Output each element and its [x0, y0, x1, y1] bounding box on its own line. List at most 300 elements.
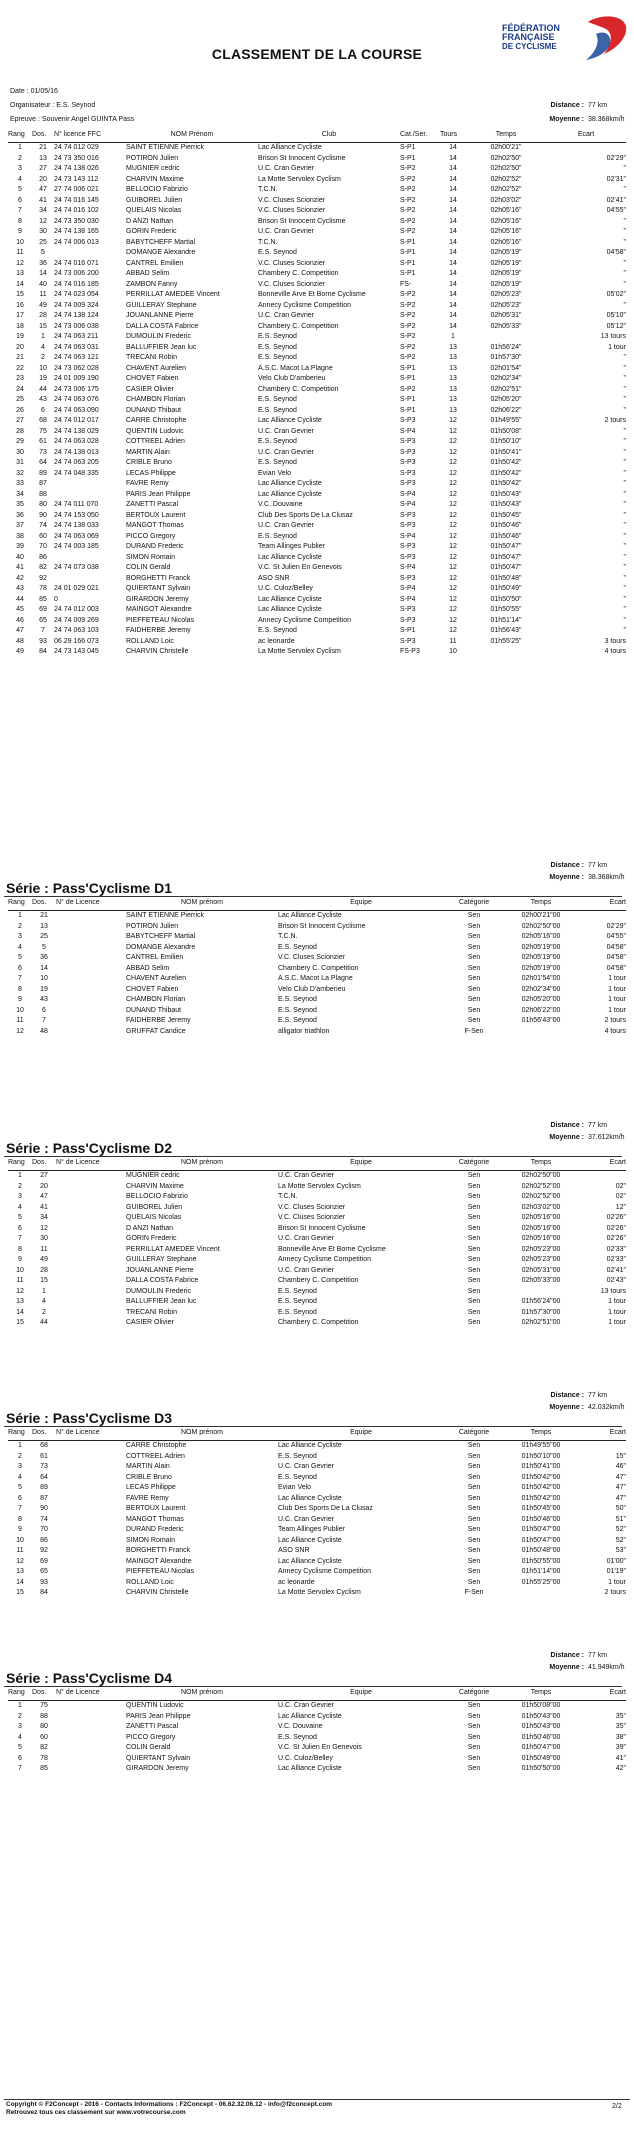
- table-cell: ASO SNR: [278, 1547, 310, 1555]
- table-cell: Sen: [467, 1505, 481, 1513]
- table-cell: ": [623, 364, 626, 372]
- table-cell: 01h57'30"00: [521, 1308, 561, 1316]
- table-cell: [56, 1287, 126, 1298]
- table-cell: 7: [18, 1235, 22, 1243]
- table-cell: 37: [16, 522, 24, 530]
- table-cell: 01h50'48"00: [521, 1547, 561, 1555]
- table-cell: 90: [39, 511, 47, 519]
- table-cell: 47": [615, 1484, 626, 1492]
- table-row: [8, 206, 626, 217]
- table-cell: 12: [449, 427, 457, 435]
- col-nom: NOM Prénom: [126, 130, 258, 143]
- table-cell: 6: [18, 964, 22, 972]
- table-row: [8, 995, 626, 1006]
- series-col-header: Ecart: [578, 898, 626, 911]
- table-cell: BALLUFFIER Jean luc: [126, 343, 197, 351]
- table-cell: E.S. Seynod: [258, 459, 297, 467]
- series-average-value: 37.612km/h: [588, 1134, 625, 1141]
- col-cat: Cat./Ser.: [400, 130, 440, 143]
- table-cell: V.C. Douvaine: [258, 501, 303, 509]
- table-cell: 68: [40, 1442, 48, 1450]
- table-cell: 19: [39, 375, 47, 383]
- table-cell: 3 tours: [604, 637, 626, 645]
- series-distance: [536, 862, 607, 869]
- table-cell: 2: [42, 1308, 46, 1316]
- table-cell: 78: [39, 585, 47, 593]
- table-cell: [56, 1764, 126, 1775]
- table-cell: S-P3: [400, 543, 416, 551]
- table-cell: 24 74 138 029: [54, 427, 99, 435]
- col-licence: N° licence FFC: [54, 130, 126, 143]
- table-cell: 24 74 009 269: [54, 616, 99, 624]
- table-cell: 12: [449, 564, 457, 572]
- table-cell: 85: [40, 1765, 48, 1773]
- table-cell: [56, 1224, 126, 1235]
- table-cell: DALLA COSTA Fabrice: [126, 1277, 199, 1285]
- table-cell: [466, 332, 546, 343]
- col-tours: Tours: [440, 130, 466, 143]
- table-cell: GORIN Frederic: [126, 1235, 177, 1243]
- table-cell: ": [623, 259, 626, 267]
- table-cell: [56, 1203, 126, 1214]
- table-cell: 11: [16, 1017, 24, 1025]
- table-cell: 82: [39, 564, 47, 572]
- table-cell: 27 74 006 021: [54, 186, 99, 194]
- page-number: 2/2: [612, 2103, 622, 2110]
- table-cell: 46": [615, 1463, 626, 1471]
- table-cell: Sen: [467, 1017, 481, 1025]
- table-cell: PARIS Jean Philippe: [126, 490, 191, 498]
- table-cell: 51": [615, 1515, 626, 1523]
- table-cell: CHAMBON Florian: [126, 396, 186, 404]
- table-cell: PARIS Jean Philippe: [126, 1712, 191, 1720]
- table-cell: CARRE Christophe: [126, 417, 187, 425]
- table-cell: 02h02'34": [490, 375, 522, 383]
- table-cell: 14: [40, 964, 48, 972]
- table-cell: 24 74 012 017: [54, 417, 99, 425]
- table-cell: 5: [18, 1214, 22, 1222]
- table-cell: 42": [615, 1765, 626, 1773]
- table-cell: S-P2: [400, 333, 416, 341]
- table-cell: CANTREL Emilien: [126, 954, 184, 962]
- table-cell: 14: [449, 301, 457, 309]
- table-cell: 02": [615, 1193, 626, 1201]
- table-cell: 1: [18, 1442, 22, 1450]
- table-cell: [56, 1588, 126, 1599]
- table-cell: Lac Alliance Cycliste: [258, 144, 322, 152]
- table-cell: 86: [40, 1536, 48, 1544]
- table-row: [8, 1504, 626, 1515]
- table-cell: [56, 953, 126, 964]
- series-average: [536, 874, 625, 881]
- race-date: Date : 01/05/16: [10, 88, 58, 95]
- table-cell: 01h56'43": [490, 627, 522, 635]
- table-cell: U.C. Cran Gevrier: [258, 165, 315, 173]
- table-cell: 42: [16, 574, 24, 582]
- series-table-header: [8, 1428, 626, 1441]
- series-distance-label: Distance :: [550, 862, 584, 869]
- table-cell: 75: [40, 1702, 48, 1710]
- table-cell: 8: [18, 217, 22, 225]
- table-cell: [56, 985, 126, 996]
- table-cell: 14: [449, 175, 457, 183]
- series-table-header: [8, 1688, 626, 1701]
- series-table-header: [8, 1158, 626, 1171]
- table-cell: 34: [40, 1214, 48, 1222]
- table-row: [8, 395, 626, 406]
- table-cell: 13: [16, 1568, 24, 1576]
- table-cell: FS-P3: [400, 648, 420, 656]
- table-cell: 27: [40, 1172, 48, 1180]
- table-cell: 84: [39, 648, 47, 656]
- table-row: [8, 1525, 626, 1536]
- table-cell: 19: [40, 985, 48, 993]
- table-cell: 01h55'25": [490, 637, 522, 645]
- table-cell: 24 01 029 021: [54, 585, 99, 593]
- table-cell: 64: [40, 1473, 48, 1481]
- table-cell: 02h05'20": [490, 396, 522, 404]
- table-cell: S-P2: [400, 228, 416, 236]
- table-cell: 14: [449, 207, 457, 215]
- table-cell: ": [623, 490, 626, 498]
- table-cell: 29: [16, 438, 24, 446]
- table-cell: 15: [39, 322, 47, 330]
- table-cell: U.C. Cran Gevrier: [258, 228, 315, 236]
- table-cell: 1 tour: [608, 996, 626, 1004]
- table-cell: 02'31": [606, 175, 626, 183]
- table-cell: 01h49'55"00: [521, 1442, 561, 1450]
- table-cell: S-P2: [400, 291, 416, 299]
- table-cell: ROLLAND Loic: [126, 637, 174, 645]
- table-cell: 60: [40, 1733, 48, 1741]
- table-cell: Sen: [467, 1578, 481, 1586]
- table-cell: BERTOUX Laurent: [126, 511, 186, 519]
- table-cell: 28: [16, 427, 24, 435]
- table-cell: 28: [40, 1266, 48, 1274]
- table-cell: 14: [449, 196, 457, 204]
- table-cell: 43: [39, 396, 47, 404]
- table-cell: 6: [18, 196, 22, 204]
- table-cell: ": [623, 301, 626, 309]
- table-cell: [56, 1567, 126, 1578]
- series-col-header: N° de Licence: [56, 1158, 126, 1171]
- series-average-label: Moyenne :: [549, 874, 584, 881]
- table-cell: 49: [40, 1256, 48, 1264]
- table-cell: 01h50'42"00: [521, 1484, 561, 1492]
- table-cell: [56, 922, 126, 933]
- table-cell: [56, 1441, 126, 1452]
- table-cell: Brison St Innocent Cyclisme: [278, 1224, 366, 1232]
- table-row: [8, 490, 626, 501]
- table-cell: 15: [16, 1589, 24, 1597]
- table-cell: La Motte Servolex Cyclism: [258, 175, 341, 183]
- table-cell: 15: [16, 1319, 24, 1327]
- table-row: [8, 1754, 626, 1765]
- table-cell: GIRARDON Jeremy: [126, 1765, 189, 1773]
- table-cell: 01h50'46"00: [521, 1733, 561, 1741]
- table-cell: S-P1: [400, 154, 416, 162]
- table-cell: 02h02'51": [490, 385, 522, 393]
- table-cell: 02h05'23"00: [521, 1245, 561, 1253]
- col-club: Club: [258, 130, 400, 143]
- table-cell: 14: [449, 270, 457, 278]
- table-cell: 01h49'55": [490, 417, 522, 425]
- table-cell: ": [623, 564, 626, 572]
- table-cell: Sen: [467, 1193, 481, 1201]
- table-cell: Lac Alliance Cycliste: [278, 1442, 342, 1450]
- table-cell: U.C. Cran Gevrier: [258, 448, 315, 456]
- table-cell: 32: [16, 469, 24, 477]
- table-cell: Lac Alliance Cycliste: [258, 480, 322, 488]
- series-distance-value: 77 km: [588, 862, 608, 869]
- table-row: [8, 1266, 626, 1277]
- table-cell: 02'29": [606, 922, 626, 930]
- table-cell: COTTREEL Adrien: [126, 438, 185, 446]
- table-cell: 23: [16, 375, 24, 383]
- table-cell: F-Sen: [464, 1027, 484, 1035]
- table-cell: 04'58": [606, 249, 626, 257]
- main-table-body: [8, 143, 626, 658]
- table-cell: ": [623, 280, 626, 288]
- table-cell: FAVRE Remy: [126, 1494, 169, 1502]
- table-cell: CARRE Christophe: [126, 1442, 187, 1450]
- table-cell: 86: [39, 553, 47, 561]
- table-cell: 14: [449, 322, 457, 330]
- table-cell: ": [623, 385, 626, 393]
- series-average-label: Moyenne :: [549, 1664, 584, 1671]
- table-row: [8, 437, 626, 448]
- table-cell: 25: [40, 933, 48, 941]
- table-cell: COLIN Gerald: [126, 564, 171, 572]
- table-cell: 1 tour: [608, 1578, 626, 1586]
- table-row: [8, 1722, 626, 1733]
- table-cell: [56, 1245, 126, 1256]
- table-cell: [56, 1483, 126, 1494]
- table-cell: Sen: [467, 1182, 481, 1190]
- table-cell: SAINT ETIENNE Pierrick: [126, 144, 205, 152]
- table-cell: E.S. Seynod: [278, 1308, 317, 1316]
- table-cell: ": [623, 270, 626, 278]
- table-cell: E.S. Seynod: [278, 996, 317, 1004]
- table-cell: DALLA COSTA Fabrice: [126, 322, 199, 330]
- table-row: [8, 1588, 626, 1599]
- table-row: [8, 469, 626, 480]
- table-cell: ": [623, 606, 626, 614]
- table-cell: 24 01 009 190: [54, 375, 99, 383]
- table-cell: 1 tour: [608, 1308, 626, 1316]
- table-cell: 11: [39, 291, 47, 299]
- table-cell: 4: [18, 175, 22, 183]
- table-cell: 02h02'52": [490, 175, 522, 183]
- table-cell: U.C. Cran Gevrier: [258, 427, 315, 435]
- table-cell: [54, 490, 126, 501]
- table-cell: 06 29 166 073: [54, 637, 99, 645]
- table-cell: 47: [40, 1193, 48, 1201]
- table-cell: [56, 1494, 126, 1505]
- table-cell: [56, 1733, 126, 1744]
- series-col-header: Equipe: [278, 1158, 444, 1171]
- table-cell: U.C. Cran Gevrier: [258, 312, 315, 320]
- table-row: [8, 1276, 626, 1287]
- series-col-header: Catégorie: [444, 1688, 504, 1701]
- table-row: [8, 1182, 626, 1193]
- table-cell: 27: [16, 417, 24, 425]
- table-cell: 5: [18, 1744, 22, 1752]
- series-col-header: Ecart: [578, 1158, 626, 1171]
- table-cell: Sen: [467, 1298, 481, 1306]
- table-cell: Velo Club D'amberieu: [278, 985, 346, 993]
- table-row: [8, 1567, 626, 1578]
- table-cell: 84: [40, 1589, 48, 1597]
- series-distance-value: 77 km: [588, 1392, 608, 1399]
- table-cell: 9: [18, 996, 22, 1004]
- table-cell: S-P4: [400, 490, 416, 498]
- table-cell: 11: [449, 637, 457, 645]
- table-cell: ": [623, 427, 626, 435]
- footer-website: Retrouvez tous ces classement sur www.votrecourse.com: [6, 2109, 186, 2116]
- table-cell: 13: [449, 364, 457, 372]
- table-cell: 75: [39, 427, 47, 435]
- table-cell: 39": [615, 1744, 626, 1752]
- table-cell: 48: [40, 1027, 48, 1035]
- series-table-header: [8, 898, 626, 911]
- series-average: [536, 1134, 625, 1141]
- table-cell: S-P3: [400, 553, 416, 561]
- table-cell: Sen: [467, 1287, 481, 1295]
- table-cell: POTIRON Julien: [126, 154, 179, 162]
- table-cell: 24 74 016 145: [54, 196, 99, 204]
- table-cell: 24 74 009 324: [54, 301, 99, 309]
- table-cell: ac leonarde: [278, 1578, 315, 1586]
- table-cell: 87: [40, 1494, 48, 1502]
- table-cell: Sen: [467, 1266, 481, 1274]
- table-cell: V.C. Douvaine: [278, 1723, 323, 1731]
- table-row: [8, 553, 626, 564]
- series-average-value: 38.368km/h: [588, 874, 625, 881]
- table-cell: T.C.N.: [258, 238, 278, 246]
- table-cell: 24 74 016 102: [54, 207, 99, 215]
- series-results-table: [8, 1158, 626, 1329]
- table-cell: 15: [16, 291, 24, 299]
- table-cell: [54, 574, 126, 585]
- table-cell: 01h50'10"00: [521, 1452, 561, 1460]
- table-cell: Sen: [467, 1224, 481, 1232]
- table-cell: 4: [18, 1733, 22, 1741]
- table-cell: S-P1: [400, 238, 416, 246]
- table-cell: Sen: [467, 954, 481, 962]
- table-cell: 14: [16, 1308, 24, 1316]
- series-col-header: Temps: [504, 1158, 578, 1171]
- table-cell: [56, 1318, 126, 1329]
- table-cell: [504, 1027, 578, 1038]
- table-row: [8, 343, 626, 354]
- table-cell: Club Des Sports De La Clusaz: [278, 1505, 373, 1513]
- table-row: [8, 1287, 626, 1298]
- table-cell: [466, 647, 546, 658]
- table-row: [8, 1297, 626, 1308]
- series-col-header: Temps: [504, 898, 578, 911]
- table-cell: Lac Alliance Cycliste: [278, 1494, 342, 1502]
- table-cell: 01h50'41"00: [521, 1463, 561, 1471]
- table-cell: COLIN Gerald: [126, 1744, 171, 1752]
- table-cell: 02h02'52"00: [521, 1182, 561, 1190]
- table-cell: S-P1: [400, 396, 416, 404]
- table-cell: 1 tour: [608, 1319, 626, 1327]
- table-cell: 22: [16, 364, 24, 372]
- table-cell: S-P2: [400, 343, 416, 351]
- table-cell: 88: [39, 490, 47, 498]
- table-cell: CHARVIN Christelle: [126, 1589, 189, 1597]
- table-cell: 01h50'47"00: [521, 1744, 561, 1752]
- table-cell: 24 73 143 045: [54, 648, 99, 656]
- table-cell: 38": [615, 1733, 626, 1741]
- series-col-header: N° de Licence: [56, 1688, 126, 1701]
- table-cell: 24 74 048 335: [54, 469, 99, 477]
- table-cell: V.C. St Julien En Genevois: [278, 1744, 362, 1752]
- table-cell: Chambery C. Competition: [258, 322, 339, 330]
- table-cell: S-P3: [400, 417, 416, 425]
- table-cell: SIMON Romain: [126, 1536, 176, 1544]
- table-cell: ": [623, 616, 626, 624]
- table-row: [8, 353, 626, 364]
- table-cell: U.C. Culoz/Belley: [258, 585, 313, 593]
- table-cell: 02'29": [606, 154, 626, 162]
- table-cell: 01h50'50"00: [521, 1765, 561, 1773]
- table-cell: [56, 1536, 126, 1547]
- table-cell: [56, 1743, 126, 1754]
- table-cell: 04'58": [606, 964, 626, 972]
- table-cell: V.C. Cluses Scionzier: [258, 196, 326, 204]
- table-cell: 24 74 153 050: [54, 511, 99, 519]
- table-cell: 12: [449, 511, 457, 519]
- table-cell: [56, 932, 126, 943]
- table-cell: 02h05'19": [490, 249, 522, 257]
- table-cell: BELLOCIO Fabrizio: [126, 186, 188, 194]
- table-cell: 02h05'33": [490, 322, 522, 330]
- table-cell: D ANZI Nathan: [126, 1224, 174, 1232]
- table-cell: 24 74 063 103: [54, 627, 99, 635]
- table-row: [8, 290, 626, 301]
- table-cell: Sen: [467, 1203, 481, 1211]
- series-col-header: NOM prénom: [126, 1158, 278, 1171]
- table-row: [8, 1483, 626, 1494]
- table-cell: 21: [40, 912, 48, 920]
- table-cell: 35": [615, 1712, 626, 1720]
- table-cell: JOUANLANNE Pierre: [126, 312, 194, 320]
- table-cell: 02h05'19": [490, 259, 522, 267]
- table-cell: 14: [449, 259, 457, 267]
- table-cell: 02h01'54": [490, 364, 522, 372]
- series-distance: [536, 1122, 607, 1129]
- table-cell: 24 74 073 038: [54, 564, 99, 572]
- table-cell: ASO SNR: [258, 574, 290, 582]
- series-col-header: NOM prénom: [126, 1428, 278, 1441]
- table-cell: SIMON Romain: [126, 553, 176, 561]
- table-row: [8, 500, 626, 511]
- table-cell: 01h56'43"00: [521, 1017, 561, 1025]
- table-cell: 93: [39, 637, 47, 645]
- table-cell: [56, 1701, 126, 1712]
- table-cell: 5: [42, 943, 46, 951]
- table-cell: E.S. Seynod: [278, 1473, 317, 1481]
- table-cell: LECAS Philippe: [126, 1484, 176, 1492]
- table-cell: U.C. Culoz/Belley: [278, 1754, 333, 1762]
- table-cell: 11: [16, 1277, 24, 1285]
- table-cell: 01'00": [606, 1557, 626, 1565]
- table-cell: 01h50'42": [490, 469, 522, 477]
- table-cell: GUILLERAY Stephane: [126, 301, 197, 309]
- table-cell: ": [623, 228, 626, 236]
